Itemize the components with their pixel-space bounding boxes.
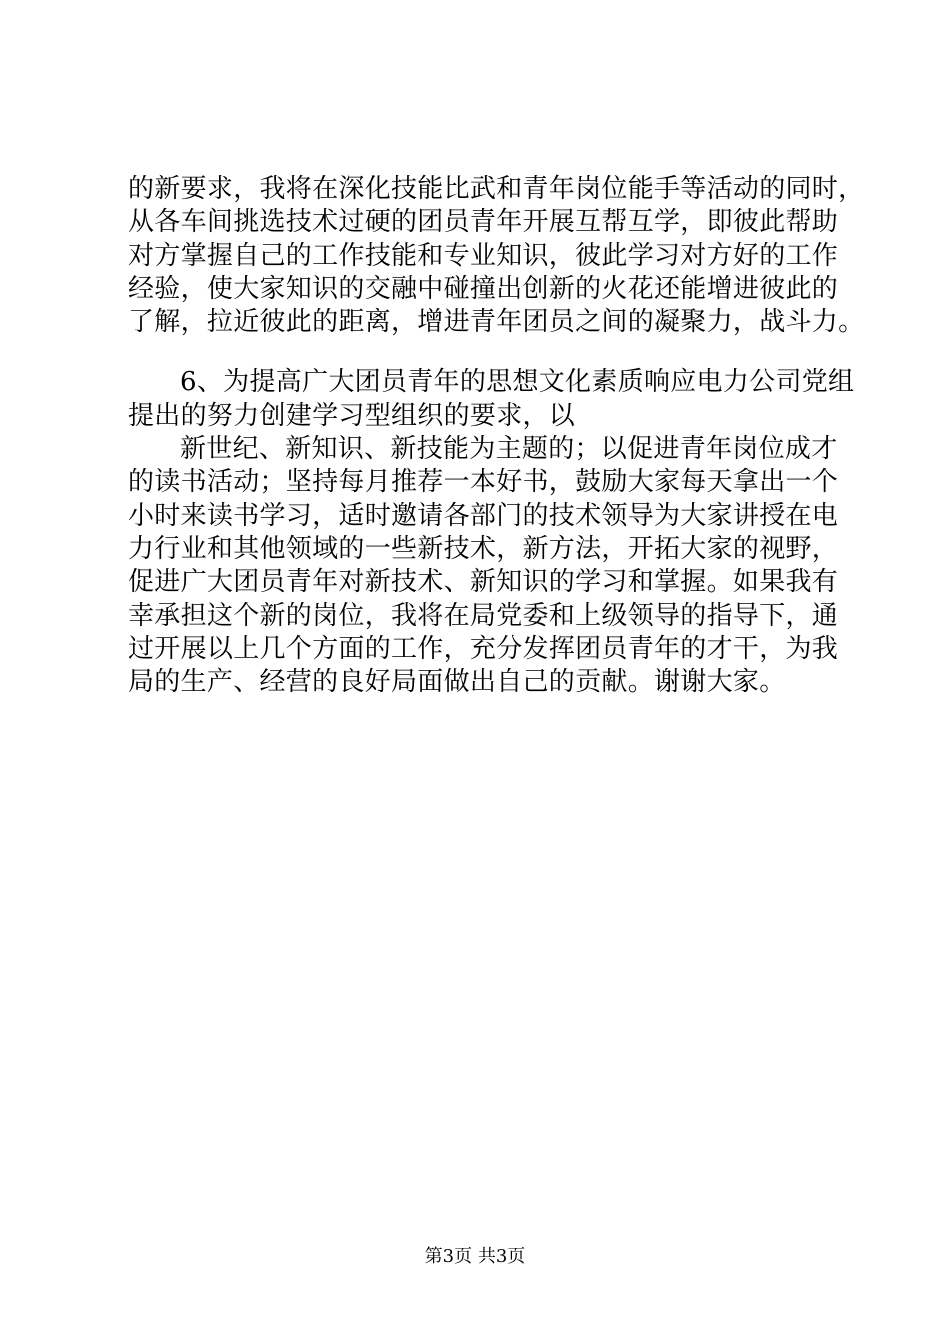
paragraph-3 xyxy=(128,433,868,699)
text-line: 提出的努力创建学习型组织的要求，以 xyxy=(128,400,576,431)
document-body xyxy=(128,173,868,699)
text-line: 从各车间挑选技术过硬的团员青年开展互帮互学，即彼此帮助 xyxy=(128,207,839,238)
text-line: 对方掌握自己的工作技能和专业知识，彼此学习对方好的工作 xyxy=(128,240,839,271)
text-line: 新世纪、新知识、新技能为主题的；以促进青年岗位成才 xyxy=(180,434,838,465)
text-line: 局的生产、经营的良好局面做出自己的贡献。谢谢大家。 xyxy=(128,667,786,698)
text-line: 的新要求，我将在深化技能比武和青年岗位能手等活动的同时， xyxy=(128,174,865,204)
text-line: 6、为提高广大团员青年的思想文化素质响应电力公司党组 xyxy=(180,367,855,398)
text-line: 经验，使大家知识的交融中碰撞出创新的火花还能增进彼此的 xyxy=(128,273,839,304)
text-line: 促进广大团员青年对新技术、新知识的学习和掌握。如果我有 xyxy=(128,567,839,598)
text-line: 了解，拉近彼此的距离，增进青年团员之间的凝聚力，战斗力。 xyxy=(128,307,865,338)
paragraph-1 xyxy=(128,173,868,339)
text-line: 小时来读书学习，适时邀请各部门的技术领导为大家讲授在电 xyxy=(128,500,839,531)
text-line: 力行业和其他领域的一些新技术，新方法，开拓大家的视野， xyxy=(128,533,839,564)
page-footer xyxy=(0,1246,950,1268)
text-line: 的读书活动；坚持每月推荐一本好书，鼓励大家每天拿出一个 xyxy=(128,467,839,498)
text-line: 幸承担这个新的岗位，我将在局党委和上级领导的指导下，通 xyxy=(128,600,839,631)
page-number-label: 第3页 共3页 xyxy=(424,1246,526,1267)
paragraph-spacer xyxy=(128,339,868,366)
paragraph-2 xyxy=(128,366,868,433)
text-line: 过开展以上几个方面的工作，充分发挥团员青年的才干，为我 xyxy=(128,633,839,664)
